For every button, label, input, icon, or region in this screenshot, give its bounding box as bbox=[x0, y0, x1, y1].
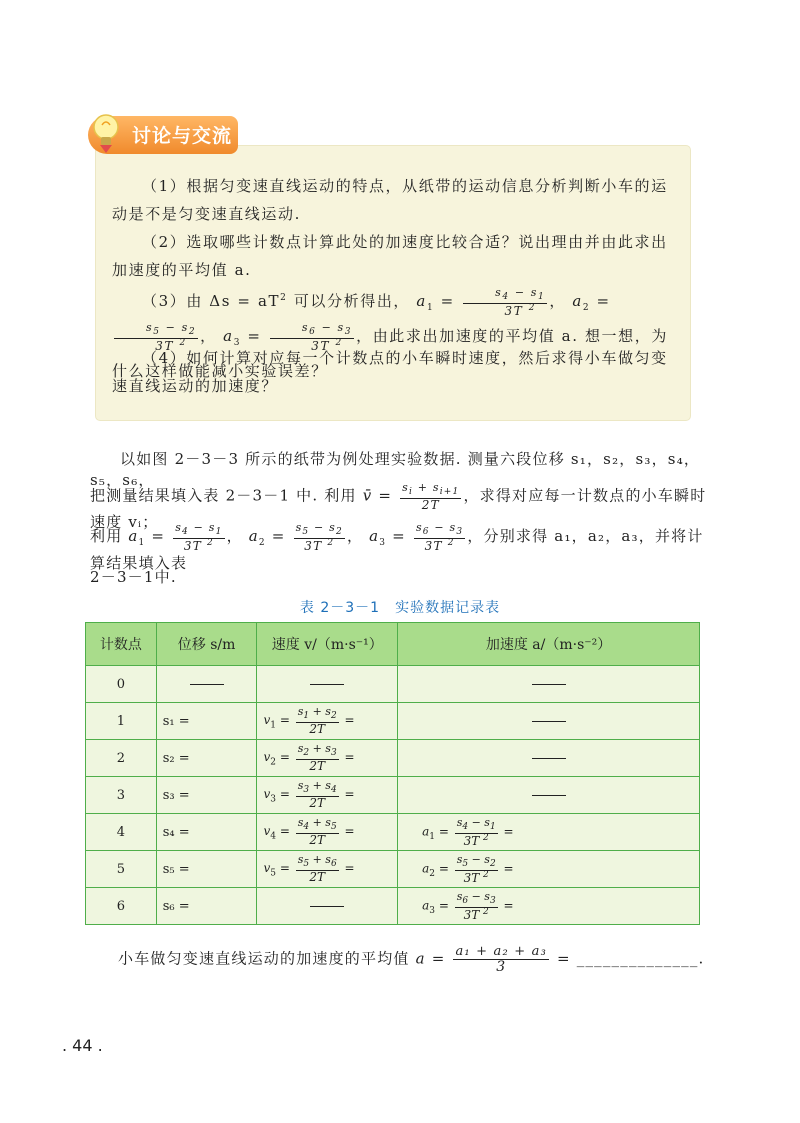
body-line-2: 把测量结果填入表 2－3－1 中. 利用 v̄ = $\frac{s_i + s_{i+1}}{2T}$ ，求得对应每一计数点的小车瞬时速度 vᵢ； bbox=[90, 481, 707, 532]
dash bbox=[532, 721, 566, 722]
table-row: 2 s₂ = $v_2$ = $\frac{s_2 + s_3}{2T}$ = bbox=[86, 740, 700, 777]
header-velocity: 速度 v/（m·s⁻¹） bbox=[257, 623, 398, 666]
body-line-3: 利用 $a_1$ = $\frac{s_4 - s_1}{3T ^2}$ ， $a_2$ = $\frac{s_5 - s_2}{3T ^2}$ ， $a_3$ = $\frac{s_6 - s_3}{3T ^2}$ ，分别求得 a₁，a₂，a₃，并将计算结果填入表 bbox=[90, 521, 704, 573]
discussion-paragraph-1: （1）根据匀变速直线运动的特点，从纸带的运动信息分析判断小车的运动是不是匀变速直线运动. bbox=[112, 177, 668, 223]
header-acceleration: 加速度 a/（m·s⁻²） bbox=[398, 623, 700, 666]
discussion-title: 讨论与交流 bbox=[132, 125, 233, 147]
dash bbox=[310, 906, 344, 907]
dash bbox=[532, 684, 566, 685]
dash bbox=[310, 684, 344, 685]
body-line-4: 2－3－1中. bbox=[90, 568, 177, 586]
table-row: 1 s₁ = $v_1$ = $\frac{s_1 + s_2}{2T}$ = bbox=[86, 703, 700, 740]
table-title: 表 2－3－1 实验数据记录表 bbox=[299, 600, 501, 616]
body-line-1: 以如图 2－3－3 所示的纸带为例处理实验数据. 测量六段位移 s₁，s₂，s₃，s₄，s₅，s₆， bbox=[90, 450, 701, 489]
dash bbox=[532, 795, 566, 796]
dash bbox=[532, 758, 566, 759]
discussion-paragraph-3: （3）由 $\Delta s = aT^2$ 可以分析得出， $a_1$ = $\frac{s_4 - s_1}{3T ^2}$ ， $a_2$ = $\frac{s_5 - s_2}{3T ^2}$ ， $a_3$ = $\frac{s_6 - s_3}{3T ^2}$ ，由此求出加速度的平均值 a. 想一想，为什么这样做能减小实验误差？ bbox=[112, 285, 668, 381]
table-row: 6 s₆ = $a_3$ = $\frac{s_6 - s_3}{3T ^2}$ = bbox=[86, 888, 700, 925]
velocity-fraction: $\frac{s_i + s_{i+1}}{2T}$ bbox=[402, 481, 460, 512]
table-header-row bbox=[86, 623, 700, 666]
header-point: 计数点 bbox=[86, 623, 157, 666]
discussion-paragraph-2: （2）选取哪些计数点计算此处的加速度比较合适？说出理由并由此求出加速度的平均值 a. bbox=[112, 233, 668, 279]
summary-line: 小车做匀变速直线运动的加速度的平均值 a = $\frac{\text{a₁ + a₂ + a₃}}{3}$ = ______________. bbox=[118, 944, 705, 975]
header-displacement: 位移 s/m bbox=[156, 623, 257, 666]
data-table bbox=[85, 622, 700, 925]
page-number: . 44 . bbox=[62, 1036, 103, 1055]
mean-acceleration-fraction: $\frac{\text{a₁ + a₂ + a₃}}{3}$ bbox=[455, 944, 548, 975]
table-row: 4 s₄ = $v_4$ = $\frac{s_4 + s_5}{2T}$ = $a_1$ = $\frac{s_4 - s_1}{3T ^2}$ = bbox=[86, 814, 700, 851]
lightbulb-icon bbox=[90, 113, 124, 153]
a3-fraction: $\frac{s_6 - s_3}{3T ^2}$ bbox=[270, 322, 354, 352]
table-row: 3 s₃ = $v_3$ = $\frac{s_3 + s_4}{2T}$ = bbox=[86, 777, 700, 814]
table-row: 0 bbox=[86, 666, 700, 703]
a1-fraction: $\frac{s_4 - s_1}{3T ^2}$ bbox=[463, 287, 547, 317]
a2-fraction: $\frac{s_5 - s_2}{3T ^2}$ bbox=[114, 322, 198, 352]
discussion-paragraph-4: （4）如何计算对应每一个计数点的小车瞬时速度，然后求得小车做匀变速直线运动的加速度？ bbox=[112, 349, 668, 395]
dash bbox=[190, 684, 224, 685]
table-row: 5 s₅ = $v_5$ = $\frac{s_5 + s_6}{2T}$ = $a_2$ = $\frac{s_5 - s_2}{3T ^2}$ = bbox=[86, 851, 700, 888]
